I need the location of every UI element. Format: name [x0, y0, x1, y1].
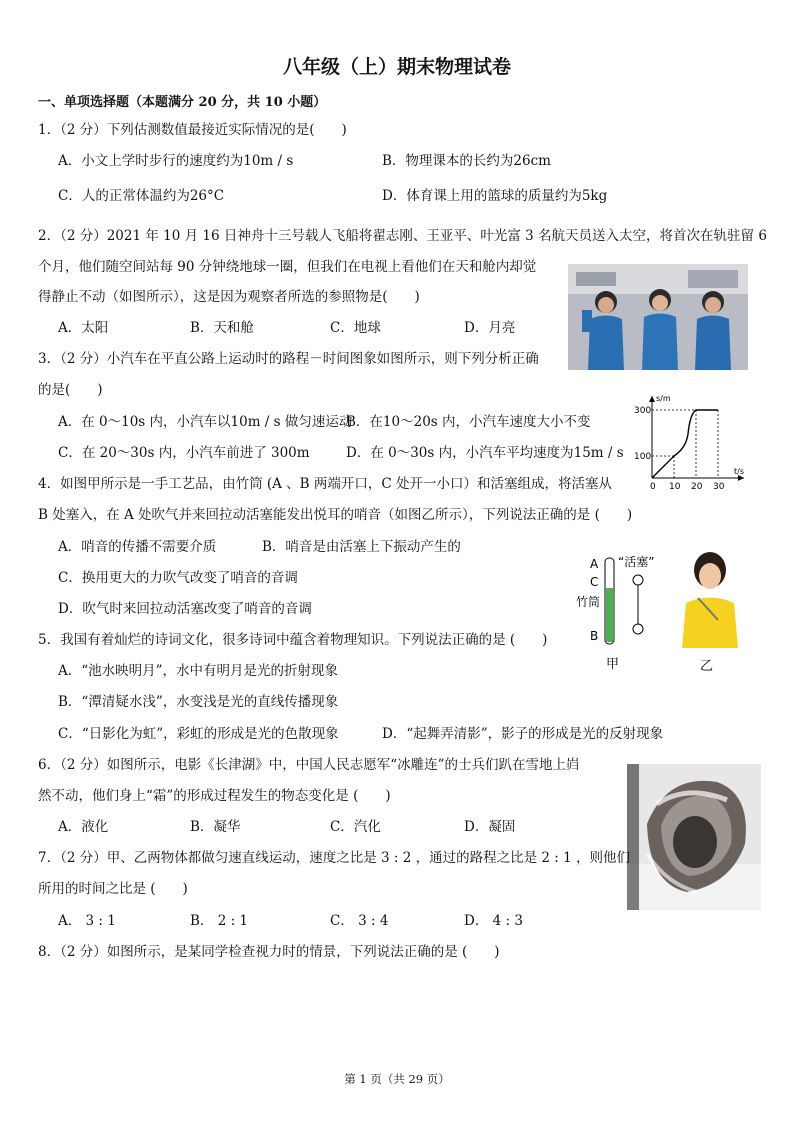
q6-option-c: C．汽化: [330, 819, 381, 835]
q4-stem-line2: B 处塞入，在 A 处吹气并来回拉动活塞能发出悦耳的哨音（如图乙所示），下列说法正确的是 ( ): [38, 507, 633, 523]
q1-option-c: C．人的正常体温约为26°C: [58, 188, 225, 204]
q2-option-b: B．天和舱: [190, 320, 254, 336]
q3-option-c: C．在 20～30s 内，小汽车前进了 300m: [58, 445, 310, 461]
page-footer: 第 1 页（共 29 页）: [344, 1072, 450, 1086]
q4-stem-line1: 4．如图甲所示是一手工艺品，由竹筒 (A 、B 两端开口，C 处开一小口）和活塞组成，将活塞从: [38, 476, 613, 492]
label-c: C: [590, 575, 599, 589]
q7-option-c: C． 3 : 4: [330, 913, 389, 929]
q6-option-b: B．凝华: [190, 819, 241, 835]
q6-option-d: D．凝固: [464, 819, 516, 835]
q3-option-b: B．在10～20s 内，小汽车速度大小不变: [346, 414, 591, 430]
q1-stem: 1．（2 分）下列估测数值最接近实际情况的是( ): [38, 122, 347, 138]
q2-option-d: D．月亮: [464, 320, 516, 336]
caption-yi: 乙: [700, 659, 714, 674]
q7-stem-line1: 7．（2 分）甲、乙两物体都做匀速直线运动，速度之比是 3 : 2 ，通过的路程之比是 2 : 1 ，则他们: [38, 850, 631, 866]
section-heading: 一、单项选择题（本题满分 20 分，共 10 小题）: [38, 95, 327, 110]
label-tube: 竹筒: [576, 595, 601, 609]
label-a: A: [590, 557, 599, 571]
x-tick-30: 30: [713, 482, 725, 492]
graph-ylabel: s/m: [656, 394, 671, 403]
frozen-soldier-photo: [627, 764, 761, 910]
q2-stem-line1: 2．（2 分）2021 年 10 月 16 日神舟十三号载人飞船将翟志刚、王亚平、叶光富 3 名航天员送入太空，将首次在轨驻留 6: [38, 228, 767, 244]
astronauts-photo: [568, 264, 748, 370]
y-axis-arrow-icon: [649, 396, 655, 402]
q4-option-a: A．哨音的传播不需要介质: [58, 539, 217, 555]
q2-option-a: A．太阳: [58, 320, 109, 336]
x-tick-10: 10: [669, 482, 681, 492]
graph-curve: [652, 410, 718, 478]
caption-jia: 甲: [606, 657, 620, 672]
y-tick-300: 300: [634, 406, 652, 416]
q5-option-b: B．“潭清疑水浅”，水变浅是光的直线传播现象: [58, 694, 339, 710]
q3-stem-line1: 3．（2 分）小汽车在平直公路上运动时的路程－时间图象如图所示，则下列分析正确: [38, 351, 539, 367]
q7-option-d: D． 4 : 3: [464, 913, 523, 929]
label-piston: “活塞”: [618, 555, 655, 569]
x-tick-20: 20: [691, 482, 703, 492]
q4-option-b: B．哨音是由活塞上下振动产生的: [262, 539, 461, 555]
q1-option-d: D．体育课上用的篮球的质量约为5kg: [382, 188, 608, 204]
x-tick-0: 0: [650, 482, 656, 492]
q2-stem-line3: 得静止不动（如图所示），这是因为观察者所选的参照物是( ): [38, 289, 420, 305]
q6-stem-line1: 6．（2 分）如图所示，电影《长津湖》中，中国人民志愿军“冰雕连”的士兵们趴在雪地上岿: [38, 757, 580, 773]
y-tick-100: 100: [634, 452, 652, 462]
q4-option-d: D．吹气时来回拉动活塞改变了哨音的音调: [58, 601, 312, 617]
q1-option-a: A．小文上学时步行的速度约为10m / s: [58, 153, 294, 169]
whistle-figure: [570, 548, 750, 676]
q5-option-a: A．“池水映明月”，水中有明月是光的折射现象: [58, 663, 339, 679]
q6-option-a: A．液化: [58, 819, 109, 835]
q3-option-a: A．在 0～10s 内，小汽车以10m / s 做匀速运动: [58, 414, 353, 430]
piston-head: [633, 575, 643, 585]
q4-option-c: C．换用更大的力吹气改变了哨音的音调: [58, 570, 298, 586]
q8-stem: 8．（2 分）如图所示，是某同学检查视力时的情景，下列说法正确的是 ( ): [38, 944, 500, 960]
q7-option-b: B． 2 : 1: [190, 913, 249, 929]
q1-option-b: B．物理课本的长约为26cm: [382, 153, 551, 169]
piston-handle: [633, 624, 643, 634]
girl-face: [699, 563, 721, 589]
q3-option-d: D．在 0～30s 内，小汽车平均速度为15m / s: [346, 445, 624, 461]
q7-stem-line2: 所用的时间之比是 ( ): [38, 881, 188, 897]
s-t-graph: [626, 392, 750, 492]
q5-stem: 5．我国有着灿烂的诗词文化，很多诗词中蕴含着物理知识。下列说法正确的是 ( ): [38, 632, 548, 648]
paper-title: 八年级（上）期末物理试卷: [282, 56, 511, 78]
q6-stem-line2: 然不动，他们身上“霜”的形成过程发生的物态变化是 ( ): [38, 788, 391, 804]
q2-option-c: C．地球: [330, 320, 381, 336]
bamboo-tube-fill: [606, 588, 613, 642]
q5-option-d: D．“起舞弄清影”，影子的形成是光的反射现象: [382, 726, 664, 742]
label-b: B: [590, 629, 599, 643]
q7-option-a: A． 3 : 1: [58, 913, 116, 929]
q2-stem-line2: 个月，他们随空间站每 90 分钟绕地球一圈，但我们在电视上看他们在天和舱内却觉: [38, 259, 537, 275]
graph-xlabel: t/s: [734, 467, 744, 476]
q5-option-c: C．“日影化为虹”，彩虹的形成是光的色散现象: [58, 726, 339, 742]
q3-stem-line2: 的是( ): [38, 382, 103, 398]
girl-sweater: [682, 598, 738, 649]
